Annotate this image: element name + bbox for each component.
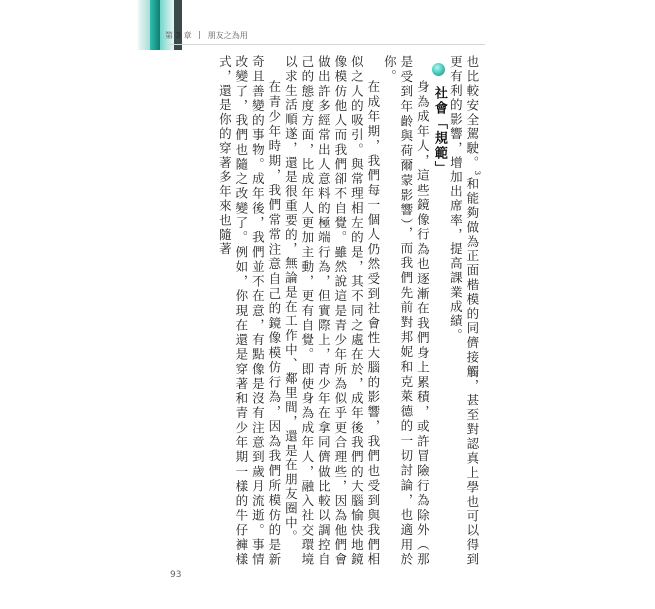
chapter-title: 朋友之為用 <box>207 31 248 40</box>
paragraph-1-cont: 和能夠做為正面楷模的同儕接觸，甚至對認真上學也可以得到更有利的影響，增加出席率，提高課業成績。 <box>448 55 480 567</box>
paragraph-1-text: 也比較安全駕駛。 <box>464 55 480 171</box>
body-text <box>175 55 485 567</box>
decorative-tab-2 <box>150 0 160 50</box>
paragraph-1 <box>447 55 485 567</box>
chapter-suffix: 章 <box>183 31 192 40</box>
chapter-number: 3 <box>175 31 182 40</box>
paragraph-4: 在青少年時期，我們常常注意自己的鏡像模仿行為，因為我們所模仿的是新奇且善變的事物。成年後，我們並不在意，有點像是沒有注意到歲月流逝。事情改變了，我們也隨之改變了。例如，你現在還是穿著和青少年期一樣的牛仔褲樣式，還是你的穿著多年來也隨著 <box>217 55 282 567</box>
page-number: 93 <box>170 570 182 580</box>
chapter-prefix: 第 <box>165 31 173 40</box>
header-divider <box>199 31 200 39</box>
footnote-ref: 3 <box>473 170 481 177</box>
chapter-header <box>165 30 248 41</box>
paragraph-2: 身為成年人，這些鏡像行為也逐漸在我們身上累積，或許冒險行為除外（那是受到年齡與荷爾蒙影響），而我們先前對邦妮和克萊德的一切討論，也適用於你。 <box>382 55 431 567</box>
decorative-tab-3 <box>160 0 174 50</box>
section-heading: 社會「規範」 <box>431 85 447 176</box>
decorative-tab-4 <box>174 0 182 50</box>
section-heading-block <box>430 63 447 559</box>
bullet-circle-icon <box>432 63 445 76</box>
header-rule <box>165 44 485 45</box>
paragraph-3: 在成年期，我們每一個人仍然受到社會性大腦的影響，我們也受到與我們相似之人的吸引。與常理相左的是，其不同之處在於，成年後我們的大腦愉快地鏡像模仿他人而我們卻不自覺。雖然說這是青少年所為似乎更合理些，因為他們會做出許多經常出人意料的極端行為，但實際上，青少年在拿同儕做比較以調控自己的態度方面，比成年人更加主動，更有自覺。即使身為成年人，融入社交環境以求生活順遂，還是很重要的，無論是在工作中、鄰里間，還是在朋友圈中。 <box>283 55 381 567</box>
